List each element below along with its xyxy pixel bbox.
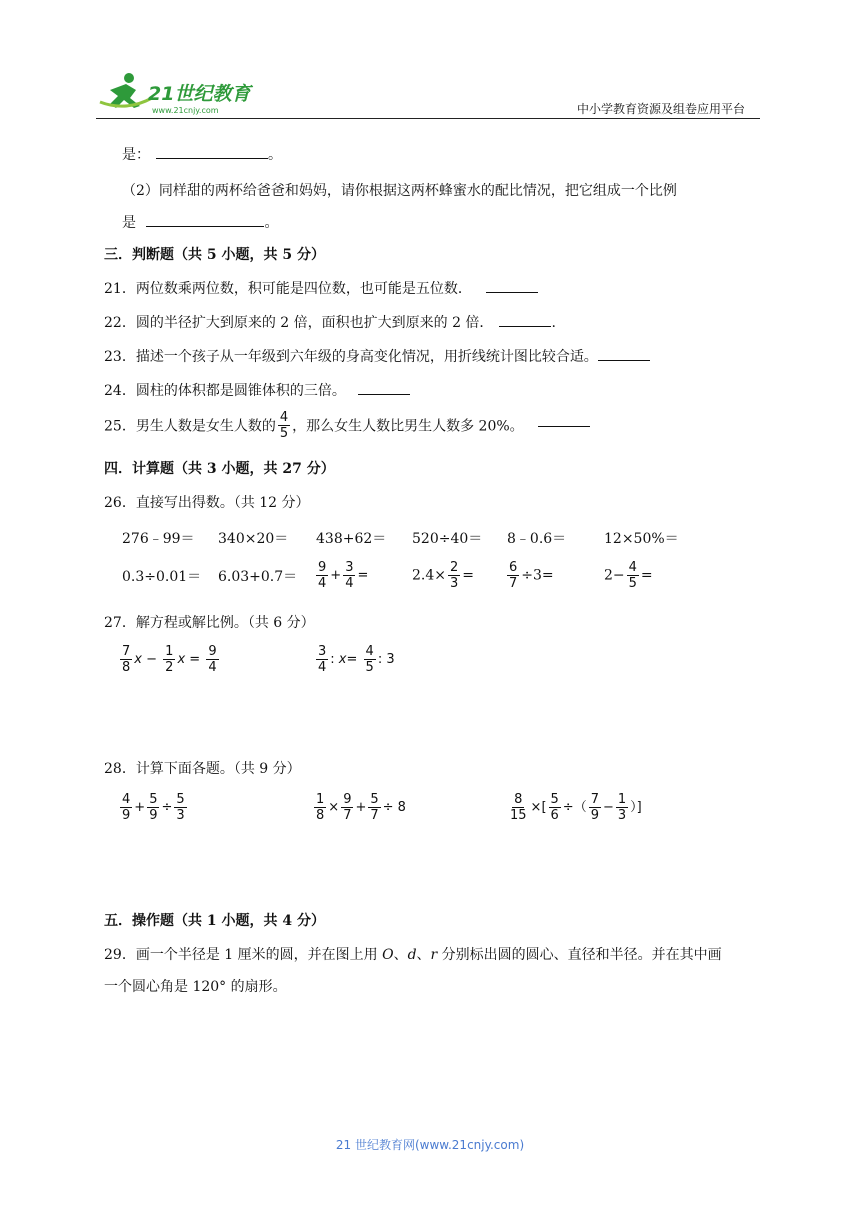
proportion-1: $\frac{3}{4}$ : x= $\frac{4}{5}$ : 3	[318, 644, 395, 675]
runner-logo-icon	[100, 73, 152, 108]
question-29-line-2: 一个圆心角是 120° 的扇形。	[104, 979, 287, 995]
calc-item: 12×50%＝	[604, 531, 679, 547]
answer-line-2: 是 。	[122, 215, 279, 231]
question-21: 21．两位数乘两位数，积可能是四位数，也可能是五位数．	[104, 278, 538, 298]
equation-1: $\frac{7}{8}$ x − $\frac{1}{2}$ x = $\frac{9}{4}$	[122, 644, 217, 675]
calc-item: 438+62＝	[316, 531, 387, 547]
header-platform-text: 中小学教育资源及组卷应用平台	[577, 102, 746, 116]
expression-2: $\frac{1}{8}$ × $\frac{9}{7}$ + $\frac{5}{7}$ ÷ 8	[316, 792, 406, 823]
calc-item: 6.03+0.7＝	[218, 569, 298, 585]
logo-url: www.21cnjy.com	[152, 106, 219, 115]
question-28: 28．计算下面各题。（共 9 分）	[104, 761, 301, 777]
answer-line-1: 是： 。	[122, 147, 282, 163]
footer-link[interactable]: 21 世纪教育网(www.21cnjy.com)	[335, 1138, 525, 1152]
question-20-part-2: （2）同样甜的两杯给爸爸和妈妈，请你根据这两杯蜂蜜水的配比情况，把它组成一个比例	[122, 183, 677, 199]
calc-item: 0.3÷0.01＝	[122, 569, 202, 585]
question-26: 26．直接写出得数。（共 12 分）	[104, 495, 310, 511]
calc-item: 276﹣99＝	[122, 531, 195, 547]
expression-1: $\frac{4}{9}$ + $\frac{5}{9}$ ÷ $\frac{5}{3}$	[122, 792, 185, 823]
site-logo	[96, 68, 266, 118]
calc-item: 2.4× $\frac{2}{3}$ =	[412, 560, 475, 591]
calc-item: 2− $\frac{4}{5}$ =	[604, 560, 653, 591]
section-5-title: 五．操作题（共 1 小题，共 4 分）	[104, 913, 325, 929]
section-4-title: 四．计算题（共 3 小题，共 27 分）	[104, 461, 335, 477]
question-29: 29．画一个半径是 1 厘米的圆，并在图上用 O、d、r 分别标出圆的圆心、直径和半径。并在其中画	[104, 947, 722, 963]
expression-3: $\frac{8}{15}$ ×[ $\frac{5}{6}$ ÷（ $\frac{7}{9}$ − $\frac{1}{3}$ ）]	[510, 792, 642, 823]
question-25: 25．男生人数是女生人数的 $\frac{4}{5}$ ，那么女生人数比男生人数多 20%。	[104, 410, 590, 441]
section-3-title: 三．判断题（共 5 小题，共 5 分）	[104, 247, 325, 263]
calc-item: 520÷40＝	[412, 531, 483, 547]
calc-item: $\frac{9}{4}$ + $\frac{3}{4}$ =	[318, 560, 369, 591]
question-27: 27．解方程或解比例。（共 6 分）	[104, 615, 315, 631]
question-24: 24．圆柱的体积都是圆锥体积的三倍。	[104, 380, 410, 400]
question-22: 22．圆的半径扩大到原来的 2 倍，面积也扩大到原来的 2 倍． .	[104, 315, 556, 331]
question-23: 23．描述一个孩子从一年级到六年级的身高变化情况，用折线统计图比较合适。	[104, 346, 650, 366]
header-divider	[96, 118, 760, 119]
calc-item: 8﹣0.6＝	[507, 531, 567, 547]
calc-item: 340×20＝	[218, 531, 289, 547]
calc-item: $\frac{6}{7}$ ÷3=	[509, 560, 554, 591]
logo-text: 21世纪教育	[148, 83, 251, 105]
